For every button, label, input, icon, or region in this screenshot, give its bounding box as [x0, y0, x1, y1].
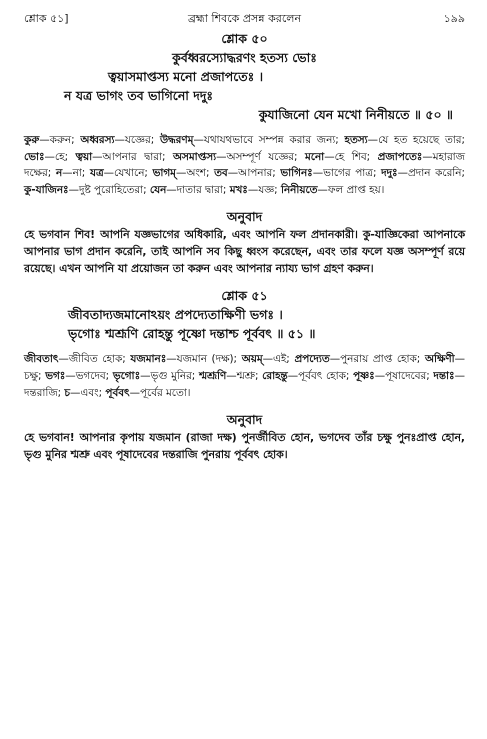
- synonym-meaning: —যে হত হয়েছে তার;: [367, 134, 465, 146]
- synonym-word: দন্তাঃ: [433, 369, 455, 382]
- synonym-meaning: —যথাযথভাবে সম্পন্ন করার জন্য;: [193, 134, 345, 146]
- verse-line: ন যত্র ভাগং তব ভাগিনো দদুঃ: [64, 88, 214, 103]
- synonym-word: প্রজাপতেঃ: [377, 150, 423, 163]
- synonym-meaning: —পূষাদেবের;: [374, 369, 434, 382]
- synonym-word: চ: [64, 386, 71, 399]
- synonym-word: যজমানঃ: [130, 353, 167, 366]
- verse-line: কুর্বধ্বরস্যোদ্ধরণং হতস্য ভোঃ: [172, 50, 317, 65]
- synonym-meaning: —এই;: [262, 353, 295, 366]
- synonym-meaning: —যজ্ঞ;: [247, 183, 281, 196]
- synonym-word: জীবতাৎ: [24, 353, 59, 366]
- header-chapter-title: ব্রহ্মা শিবকে প্রসন্ন করলেন: [187, 12, 302, 25]
- synonym-meaning: —পুনরায় প্রাপ্ত হোক;: [329, 353, 425, 366]
- verse-heading: শ্লোক ৫০: [221, 31, 268, 46]
- synonym-meaning: —পূর্বের মতো।: [129, 386, 191, 399]
- verse-section-51: [24, 287, 465, 463]
- synonym-meaning: —এবং;: [70, 386, 106, 399]
- synonym-word: মনো: [305, 150, 325, 163]
- synonym-word: রোহন্তু: [262, 369, 288, 382]
- running-header: [24, 10, 465, 30]
- synonym-meaning: —মহারাজ দক্ষের;: [24, 150, 465, 180]
- synonym-word: যেন: [149, 183, 167, 196]
- synonym-word: প্রপদ্যেত: [294, 353, 330, 366]
- synonym-meaning: —ফল প্রাপ্ত হয়।: [317, 183, 385, 196]
- synonym-meaning: —পূর্ববৎ হোক;: [287, 369, 354, 382]
- synonym-meaning: —আপনার দ্বারা;: [92, 150, 174, 163]
- synonym-word: হতস্য: [344, 134, 368, 146]
- synonym-meaning: —দন্তরাজি;: [24, 369, 465, 399]
- synonym-meaning: —অসম্পূর্ণ যজ্ঞের;: [216, 150, 306, 163]
- synonym-meaning: —হে;: [44, 150, 76, 163]
- synonym-meaning: —না;: [62, 167, 90, 180]
- synonym-word: ভাগম্: [152, 167, 176, 180]
- synonym-meaning: —ভগদেব;: [65, 369, 113, 382]
- book-page: [0, 10, 487, 739]
- synonym-meaning: —যজমান (দক্ষ);: [166, 353, 242, 366]
- synonym-meaning: —দাতার দ্বারা;: [166, 183, 230, 196]
- synonym-word: নিনীয়তে: [280, 183, 318, 196]
- synonym-word: ভাগিনঃ: [280, 167, 313, 180]
- synonym-meaning: —ভৃগু মুনির;: [140, 369, 199, 382]
- synonym-word: দদুঃ: [381, 167, 398, 180]
- synonym-meaning: —চক্ষু;: [24, 353, 466, 382]
- header-page-number: ১৯৯: [443, 12, 465, 25]
- word-meanings: [24, 132, 465, 198]
- synonym-word: উদ্ধরণম্: [159, 134, 194, 146]
- header-verse-ref: শ্লোক ৫১]: [24, 12, 69, 25]
- synonym-meaning: —দুষ্ট পুরোহিতেরা;: [68, 183, 150, 196]
- synonym-word: মখঃ: [229, 183, 248, 196]
- verse-line: ত্বয়াসমাপ্তস্য মনো প্রজাপতেঃ ।: [108, 69, 264, 84]
- word-meanings: [24, 351, 465, 401]
- synonym-meaning: —জীবিত হোক;: [58, 353, 131, 366]
- synonym-word: কু-যাজিনঃ: [24, 183, 69, 196]
- synonym-meaning: —করুন;: [39, 134, 81, 146]
- translation-heading: অনুবাদ: [226, 412, 263, 428]
- synonym-meaning: —যজ্ঞের;: [114, 134, 160, 146]
- synonym-meaning: —আপনার;: [227, 167, 281, 180]
- synonym-word: তব: [214, 167, 228, 180]
- verse-line: কুযাজিনো যেন মখো নিনীয়তে ॥ ৫০ ॥: [258, 107, 453, 122]
- verse-section-50: [24, 30, 465, 277]
- synonym-meaning: —অংশ;: [175, 167, 215, 180]
- synonym-word: পূর্ববৎ: [105, 386, 130, 399]
- synonym-word: শ্মশ্রূণি: [198, 369, 227, 382]
- synonym-word: কুরু: [24, 134, 40, 146]
- translation-text: হে ভগবান শিব! আপনি যজ্ঞভাগের অধিকারি, এবং আপনি ফল প্রদানকারী। কু-যাজ্ঞিকেরা আপনাকে আপনার ভাগ প্রদান করেনি, তাই আপনি সব কিছু ধ্বংস করেছেন, এবং তার ফলে যজ্ঞ অসম্পূর্ণ রয়ে রয়েছে। এখন আপনি যা প্রয়োজন তা করুন এবং আপনার ন্যায্য ভাগ গ্রহণ করুন।: [24, 228, 465, 276]
- synonym-word: অধ্বরস্য: [80, 134, 115, 146]
- translation-heading: অনুবাদ: [226, 209, 263, 225]
- synonym-word: পূষ্ণঃ: [353, 369, 375, 382]
- synonym-word: ভগঃ: [45, 369, 66, 382]
- synonym-word: অয়ম্: [241, 353, 263, 366]
- verse-line: ভৃগোঃ শ্মশ্রূণি রোহন্তু পূষ্ণো দন্তাশ্চ পূর্ববৎ ॥ ৫১ ॥: [68, 326, 316, 342]
- synonym-meaning: —প্রদান করেনি;: [397, 167, 465, 180]
- synonym-word: অসমাপ্তস্য: [173, 150, 217, 163]
- verse-line: জীবতাদ্যজমানোঽয়ং প্রপদ্যেতাক্ষিণী ভগঃ ।: [68, 307, 283, 323]
- synonym-word: ত্বয়া: [75, 150, 93, 163]
- synonym-meaning: —ভাগের পাত্র;: [312, 167, 382, 180]
- synonym-word: যত্র: [89, 167, 104, 180]
- synonym-word: ভোঃ: [24, 150, 45, 163]
- synonym-word: অক্ষিণী: [424, 353, 455, 366]
- synonym-meaning: —হে শিব;: [324, 150, 378, 163]
- synonym-word: ভৃগোঃ: [112, 369, 141, 382]
- verse-heading: শ্লোক ৫১: [221, 288, 268, 304]
- synonym-meaning: —শ্মশ্রু;: [226, 369, 263, 382]
- synonym-word: ন: [55, 167, 63, 180]
- synonym-meaning: —যেখানে;: [103, 167, 153, 180]
- translation-text: হে ভগবান! আপনার কৃপায় যজমান (রাজা দক্ষ) পুনর্জীবিত হোন, ভগদেব তাঁর চক্ষু পুনঃপ্রাপ্ত হোন, ভৃগু মুনির শ্মশ্রু এবং পূষাদেবের দন্তরাজি পুনরায় পূর্ববৎ হোক।: [24, 431, 465, 462]
